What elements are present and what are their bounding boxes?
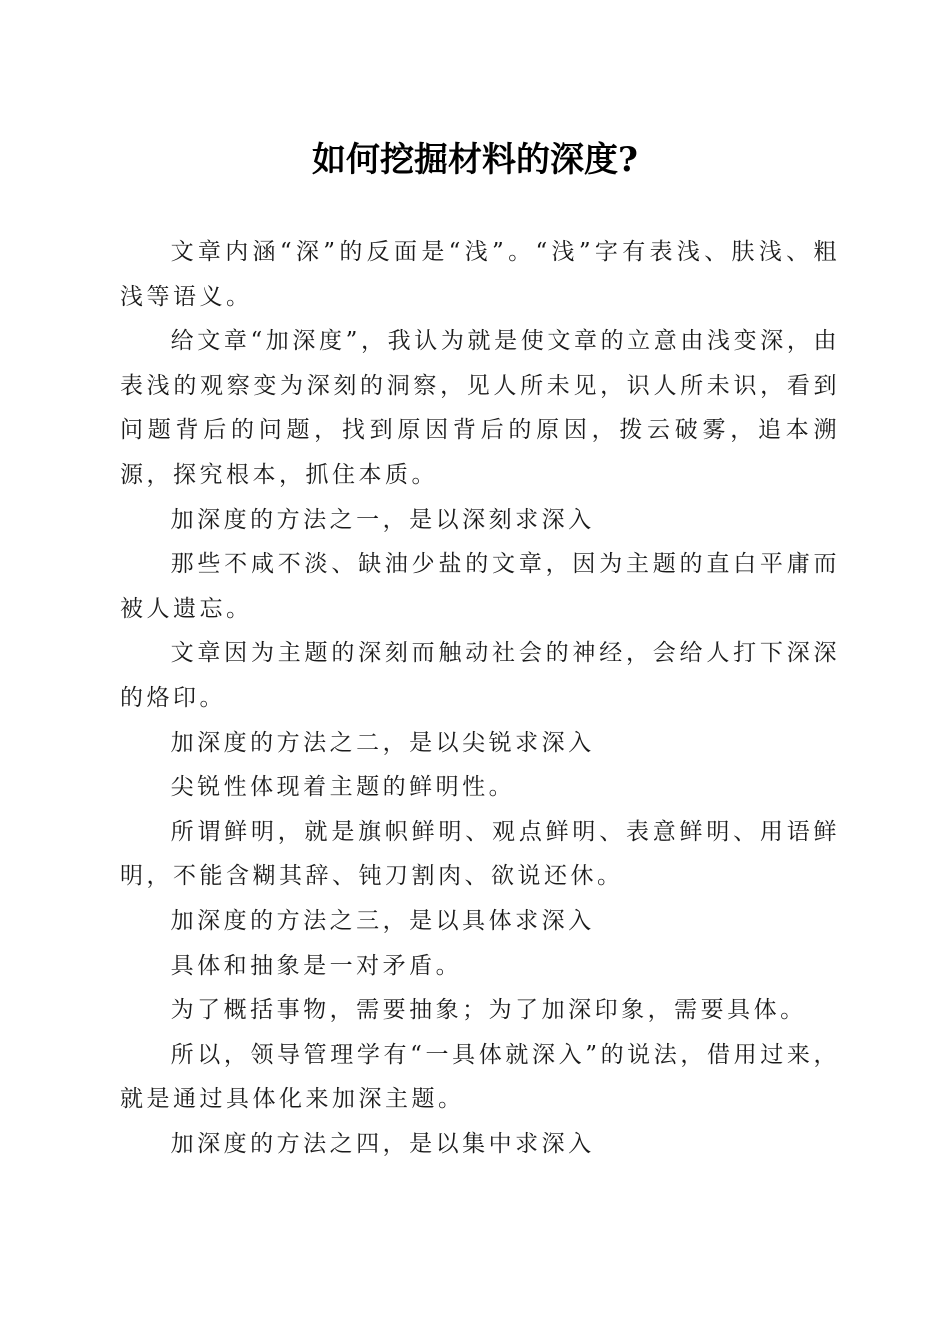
- paragraph-1: 文章内涵“深”的反面是“浅”。“浅”字有表浅、肤浅、粗浅等语义。: [120, 239, 840, 310]
- paragraph-5: 尖锐性体现着主题的鲜明性。: [170, 774, 516, 801]
- paragraph-7: 具体和抽象是一对矛盾。: [170, 952, 463, 979]
- paragraph-2: 给文章“加深度”，我认为就是使文章的立意由浅变深，由表浅的观察变为深刻的洞察，见人所未见，识人所未识，看到问题背后的问题，找到原因背后的原因，拨云破雾，追本溯源，探究根本，抓住本质。: [120, 328, 840, 488]
- paragraph-3: 那些不咸不淡、缺油少盐的文章，因为主题的直白平庸而被人遗忘。: [120, 551, 840, 622]
- section-heading-3: 加深度的方法之三，是以具体求深入: [170, 907, 595, 934]
- section-heading-2: 加深度的方法之二，是以尖锐求深入: [170, 729, 595, 756]
- paragraph-4: 文章因为主题的深刻而触动社会的神经，会给人打下深深的烙印。: [120, 640, 840, 711]
- paragraph-6: 所谓鲜明，就是旗帜鲜明、观点鲜明、表意鲜明、用语鲜明，不能含糊其辞、钝刀割肉、欲说还休。: [120, 818, 840, 890]
- section-heading-1: 加深度的方法之一，是以深刻求深入: [170, 506, 595, 533]
- paragraph-8: 为了概括事物，需要抽象；为了加深印象，需要具体。: [170, 997, 807, 1024]
- paragraph-9: 所以，领导管理学有“一具体就深入”的说法，借用过来，就是通过具体化来加深主题。: [120, 1041, 840, 1113]
- document-body: [120, 230, 840, 1166]
- document-title: 如何挖掘材料的深度?: [312, 140, 638, 180]
- section-heading-4: 加深度的方法之四，是以集中求深入: [170, 1130, 595, 1157]
